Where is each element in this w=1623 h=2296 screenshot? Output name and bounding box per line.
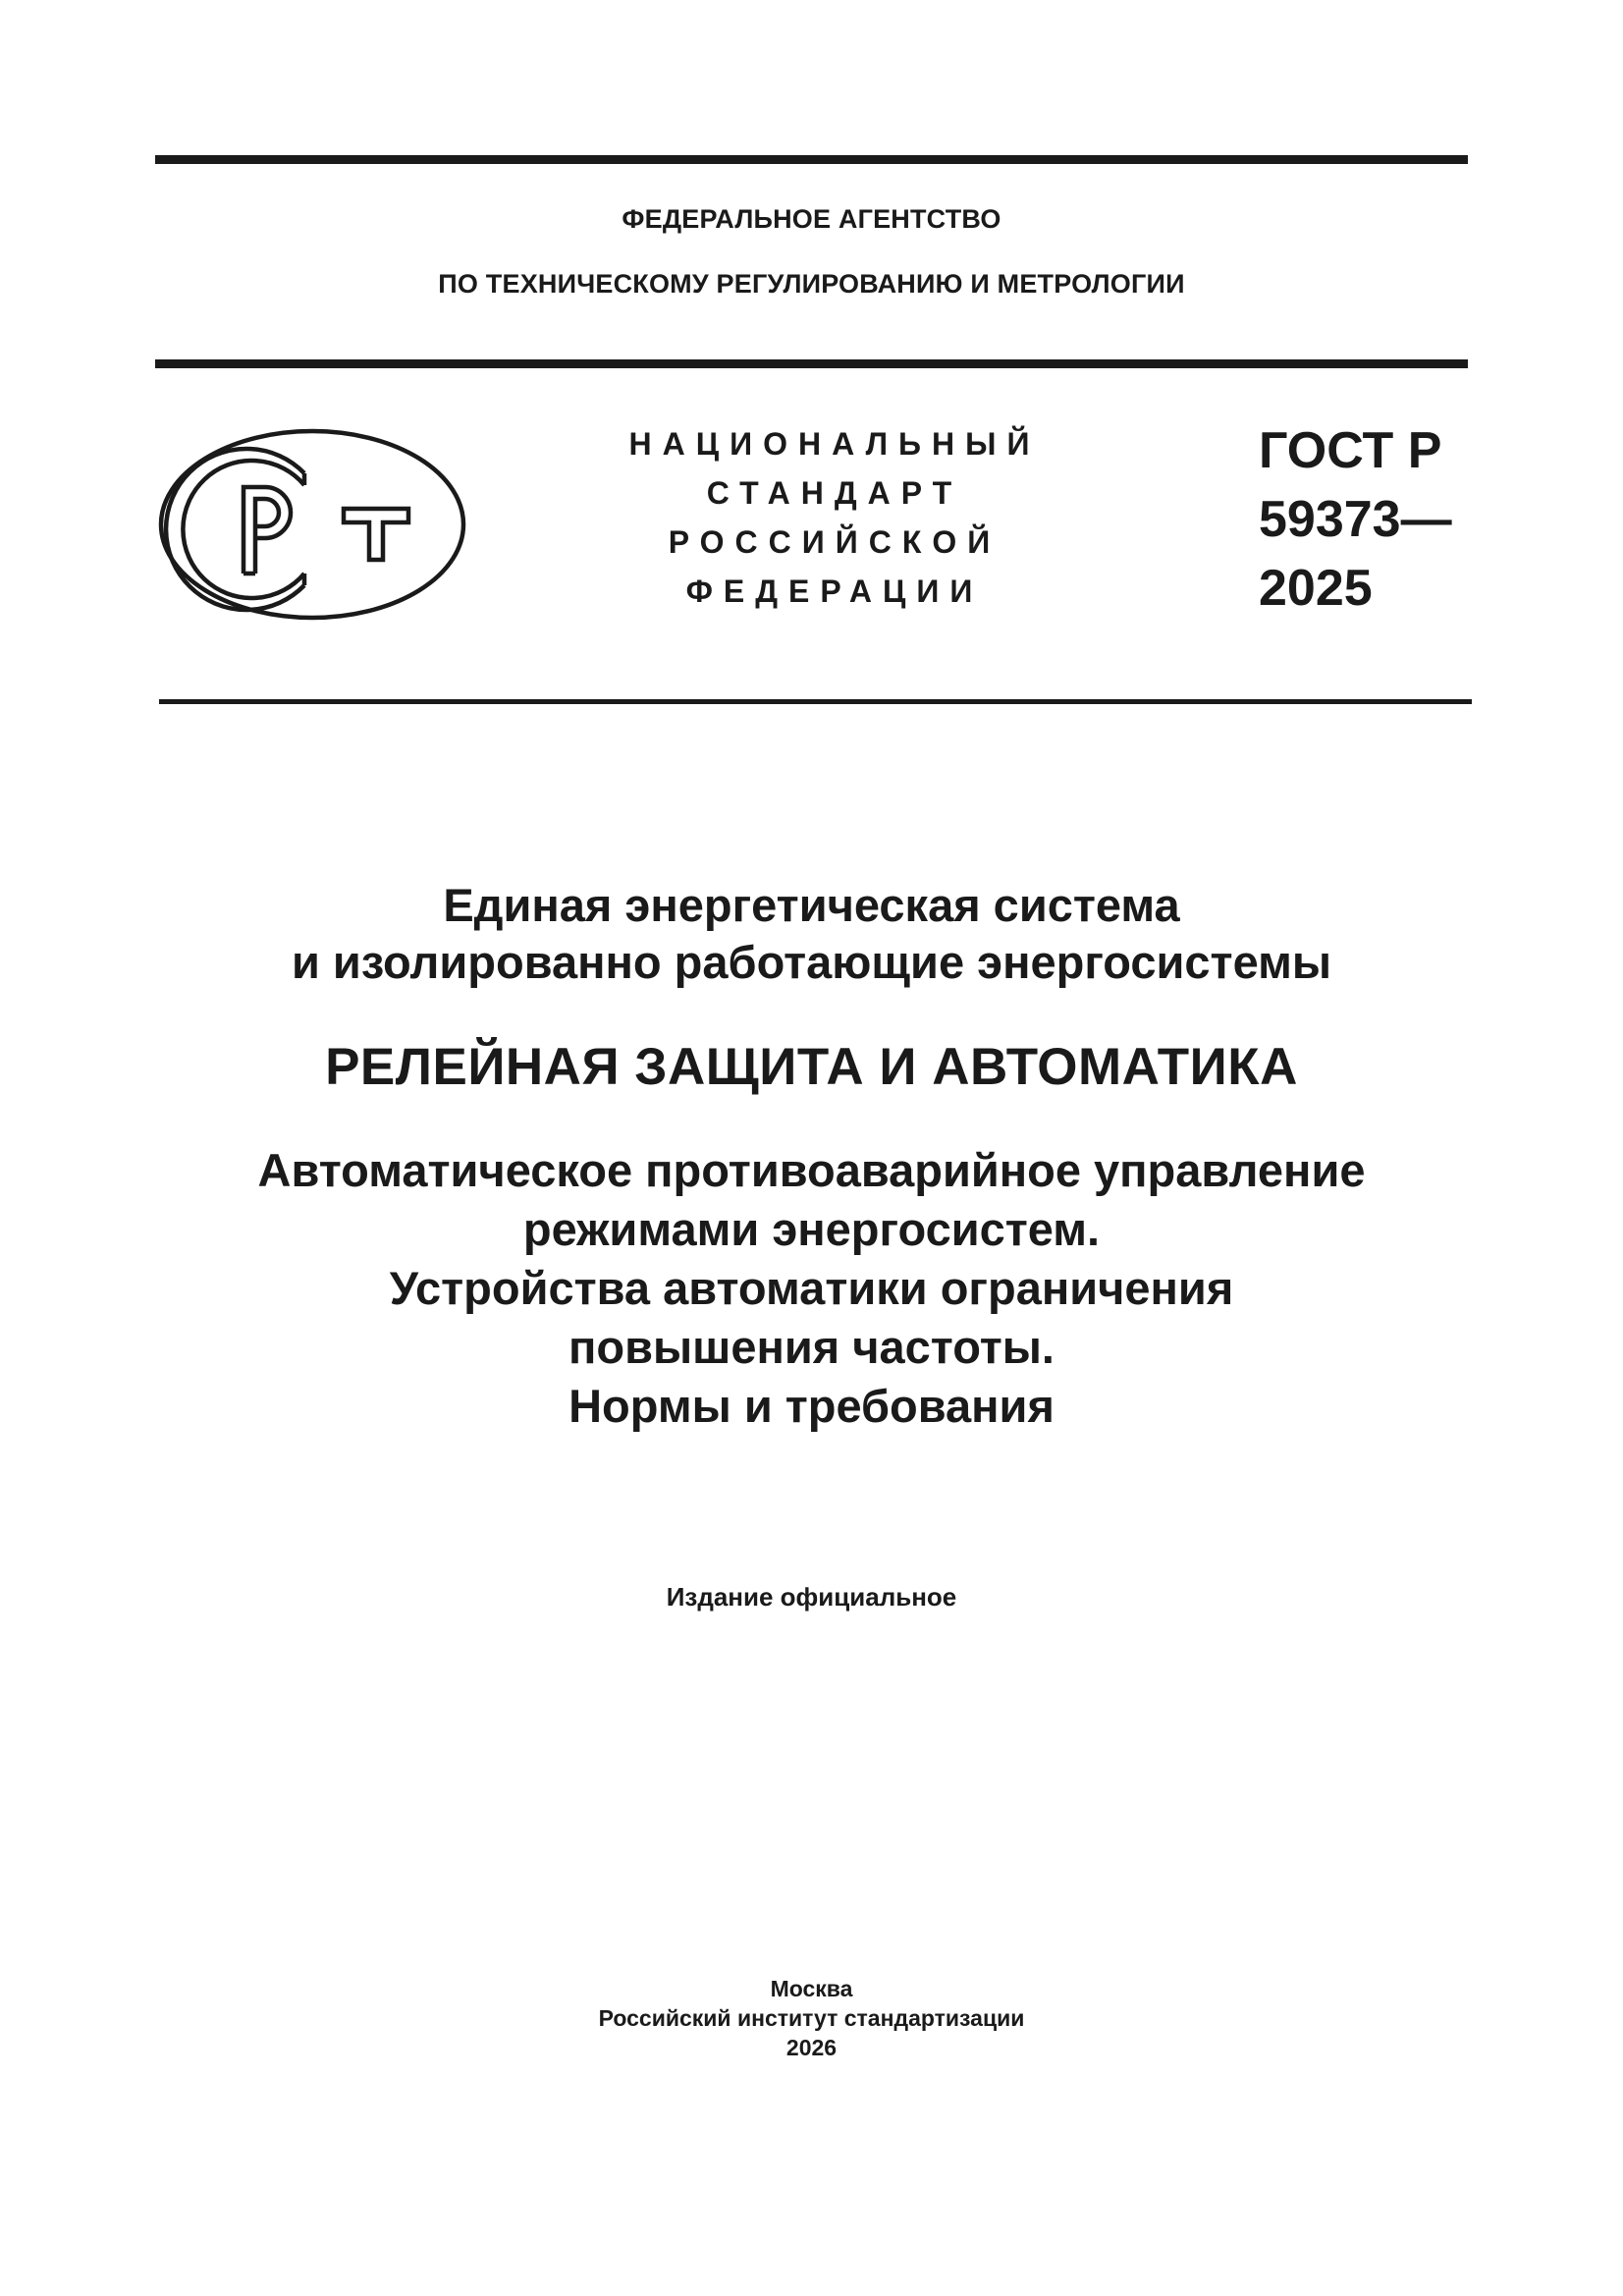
imprint-city: Москва [770,1976,853,2001]
national-standard-line4: ФЕДЕРАЦИИ [685,574,984,609]
imprint-publisher: Российский институт стандартизации [598,2005,1025,2031]
imprint-year: 2026 [785,2035,838,2060]
designation-line2: 59373— [1259,491,1452,548]
system-title-line1: Единая энергетическая система [443,879,1180,931]
national-standard-line2: СТАНДАРТ [706,475,963,511]
subtitle-line3: Устройства автоматики ограничения [389,1262,1234,1314]
national-standard-line1: НАЦИОНАЛЬНЫЙ [628,426,1041,462]
edition-label: Издание официальное [666,1582,957,1612]
middle-rule [155,359,1468,368]
subtitle-line4: повышения частоты. [568,1321,1055,1373]
pst-certification-mark-icon [157,426,467,623]
subtitle [0,1141,1623,1436]
subtitle-line1: Автоматическое противоаварийное управление [257,1144,1366,1196]
designation-line1: ГОСТ Р [1259,422,1442,479]
system-title [0,877,1623,991]
national-standard-line3: РОССИЙСКОЙ [668,524,1001,560]
agency-name-line1: ФЕДЕРАЛЬНОЕ АГЕНТСТВО [622,204,1001,234]
bottom-rule [159,699,1472,704]
subtitle-line2: режимами энергосистем. [522,1203,1101,1255]
imprint [0,1974,1623,2062]
standard-designation [1259,416,1452,623]
designation-line3: 2025 [1259,560,1373,617]
national-standard-heading [589,419,1080,616]
top-rule [155,155,1468,164]
agency-name-line2: ПО ТЕХНИЧЕСКОМУ РЕГУЛИРОВАНИЮ И МЕТРОЛОГИИ [438,269,1185,299]
subtitle-line5: Нормы и требования [568,1380,1055,1432]
main-title: РЕЛЕЙНАЯ ЗАЩИТА И АВТОМАТИКА [325,1038,1298,1096]
system-title-line2: и изолированно работающие энергосистемы [291,936,1331,988]
